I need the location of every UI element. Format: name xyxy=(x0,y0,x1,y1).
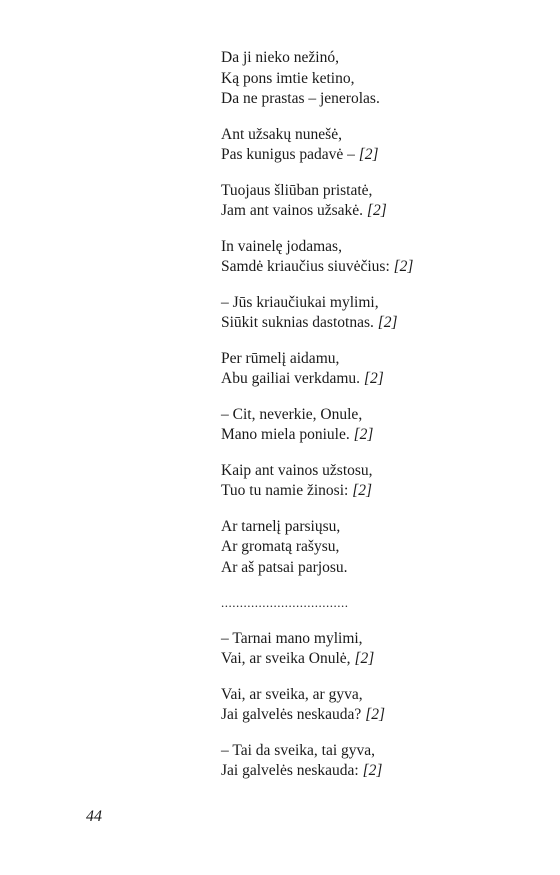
poem-line xyxy=(221,125,541,146)
refrain-marker: [2] xyxy=(393,258,414,275)
poem-line xyxy=(221,369,541,390)
line-text: Ar gromatą rašysu, xyxy=(221,538,340,555)
poem-line xyxy=(221,48,541,69)
line-text: Pas kunigus padavė – xyxy=(221,146,359,163)
poem-line xyxy=(221,517,541,538)
line-text: Samdė kriaučius siuvėčius: xyxy=(221,258,394,275)
poem-line xyxy=(221,405,541,426)
line-text: Jai galvelės neskauda? xyxy=(221,706,366,723)
poem-line xyxy=(221,349,541,370)
poem-line xyxy=(221,705,541,726)
stanza xyxy=(221,237,541,278)
poem-line xyxy=(221,201,541,222)
poem-line xyxy=(221,761,541,782)
poem-line xyxy=(221,237,541,258)
poem-line xyxy=(221,629,541,650)
stanza xyxy=(221,405,541,446)
poem-line xyxy=(221,741,541,762)
poem-line xyxy=(221,181,541,202)
line-text: Da ne prastas – jenerolas. xyxy=(221,90,380,107)
poem-line xyxy=(221,425,541,446)
line-text: Ką pons imtie ketino, xyxy=(221,69,355,87)
stanzas-after xyxy=(221,629,541,782)
refrain-marker: [2] xyxy=(353,426,374,443)
line-text: Jam ant vainos užsakė. xyxy=(221,202,367,219)
stanza xyxy=(221,741,541,782)
refrain-marker: [2] xyxy=(352,482,373,499)
poem-line xyxy=(221,293,541,314)
line-text: – Tarnai mano mylimi, xyxy=(221,629,363,647)
line-text: Mano miela poniule. xyxy=(221,426,354,443)
poem-line xyxy=(221,145,541,166)
line-text: Per rūmelį aidamu, xyxy=(221,349,340,367)
refrain-marker: [2] xyxy=(354,650,375,667)
refrain-marker: [2] xyxy=(366,202,387,219)
poem-line xyxy=(221,537,541,558)
refrain-marker: [2] xyxy=(362,762,383,779)
stanza xyxy=(221,125,541,166)
line-text: Ar aš patsai parjosu. xyxy=(221,558,348,576)
refrain-marker: [2] xyxy=(377,314,398,331)
line-text: In vainelę jodamas, xyxy=(221,237,342,255)
line-text: – Cit, neverkie, Onule, xyxy=(221,405,363,423)
line-text: Siūkit suknias dastotnas. xyxy=(221,314,378,331)
poem-line xyxy=(221,481,541,502)
line-text: Tuo tu namie žinosi: xyxy=(221,482,353,499)
stanza xyxy=(221,517,541,579)
stanzas-before xyxy=(221,48,541,578)
poem-line xyxy=(221,649,541,670)
poem-line xyxy=(221,558,541,579)
line-text: – Jūs kriaučiukai mylimi, xyxy=(221,293,379,311)
omission-ellipsis: .................................. xyxy=(221,595,349,610)
stanza xyxy=(221,461,541,502)
poem-line xyxy=(221,461,541,482)
stanza xyxy=(221,349,541,390)
stanza xyxy=(221,181,541,222)
refrain-marker: [2] xyxy=(363,370,384,387)
poem-line xyxy=(221,257,541,278)
stanza xyxy=(221,629,541,670)
poem-line xyxy=(221,89,541,110)
poem-line xyxy=(221,685,541,706)
line-text: Tuojaus šliūban pristatė, xyxy=(221,181,373,199)
page-number: 44 xyxy=(86,808,102,825)
poem-line xyxy=(221,313,541,334)
line-text: – Tai da sveika, tai gyva, xyxy=(221,741,376,759)
line-text: Ant užsakų nunešė, xyxy=(221,125,342,143)
line-text: Ar tarnelį parsiųsu, xyxy=(221,517,341,535)
poem xyxy=(221,48,541,797)
stanza xyxy=(221,685,541,726)
refrain-marker: [2] xyxy=(365,706,386,723)
poem-line xyxy=(221,69,541,90)
line-text: Da ji nieko nežinó, xyxy=(221,49,339,66)
stanza xyxy=(221,293,541,334)
line-text: Kaip ant vainos užstosu, xyxy=(221,461,373,479)
line-text: Vai, ar sveika, ar gyva, xyxy=(221,685,363,703)
refrain-marker: [2] xyxy=(358,146,379,163)
stanza xyxy=(221,48,541,110)
line-text: Vai, ar sveika Onulė, xyxy=(221,650,355,667)
line-text: Jai galvelės neskauda: xyxy=(221,762,363,779)
line-text: Abu gailiai verkdamu. xyxy=(221,370,364,387)
